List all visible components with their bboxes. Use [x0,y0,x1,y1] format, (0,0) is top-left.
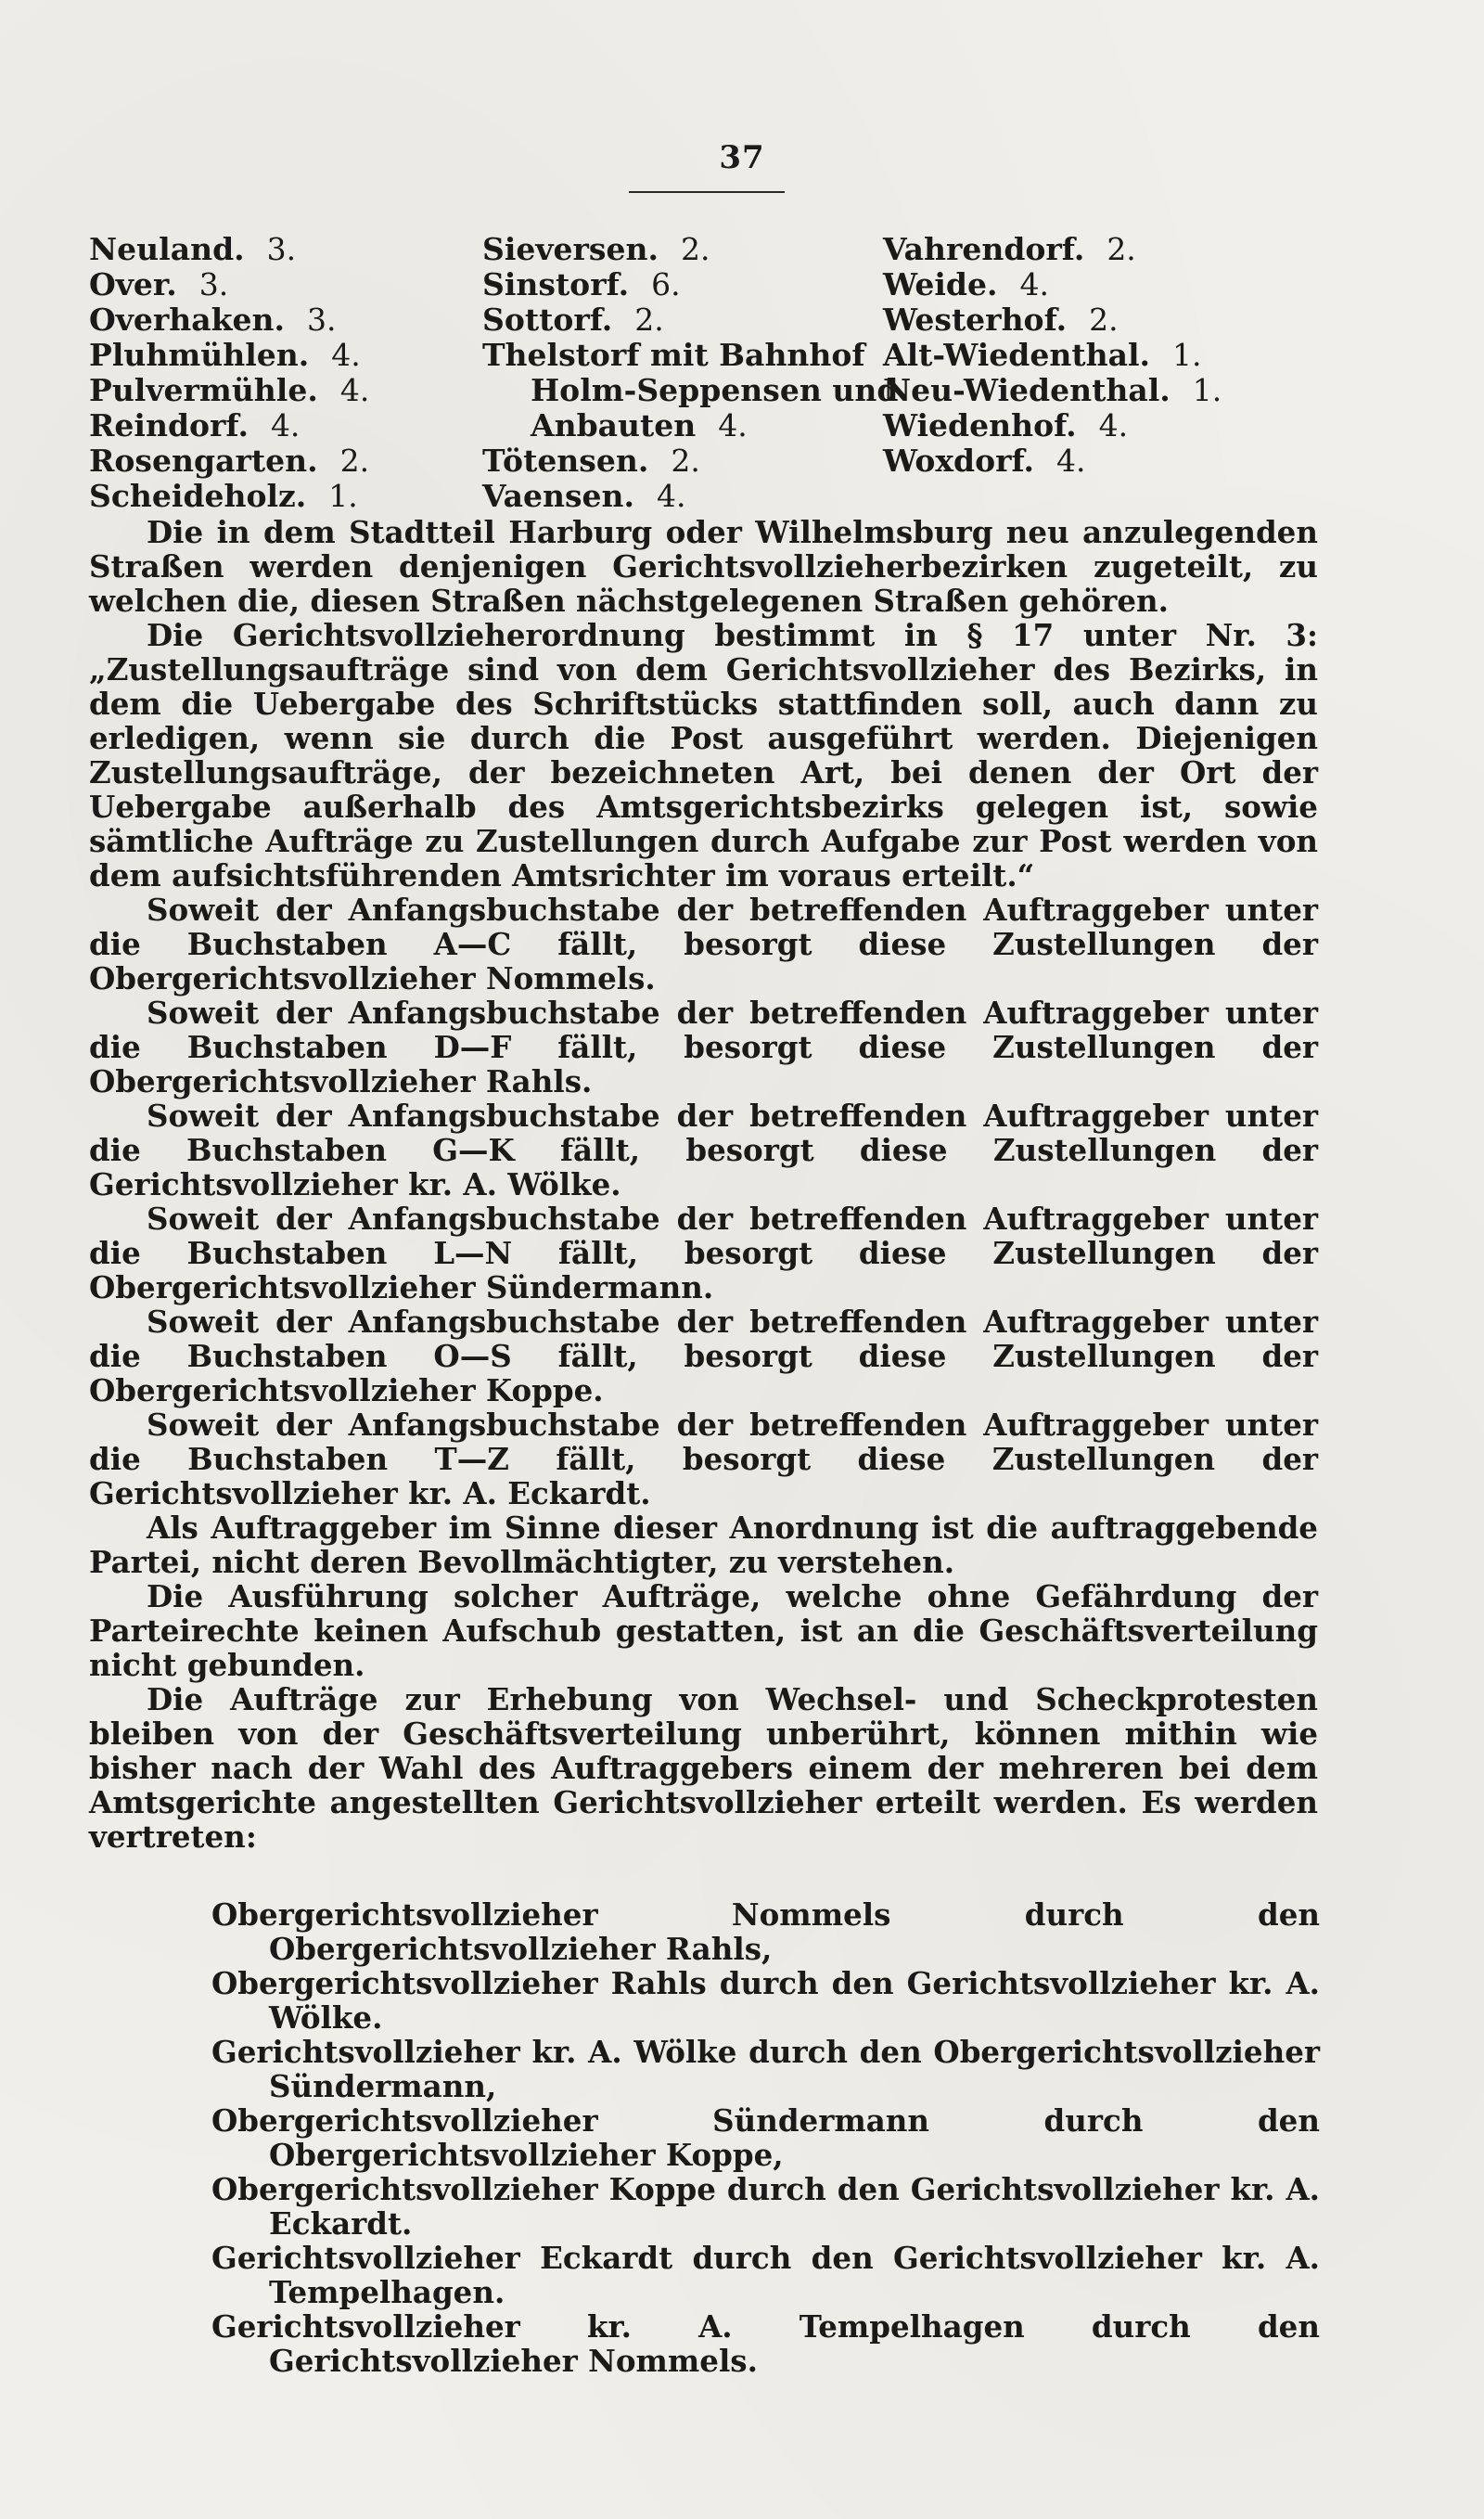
paragraph: Als Auftraggeber im Sinne dieser Anordnung ist die auftraggebende Partei, nicht deren Bevollmächtigter, zu verstehen. [89,1510,1318,1580]
place-column-3 [883,232,1310,479]
place-entry-continued [482,372,899,408]
place-entry [89,232,460,267]
place-name: Sottorf. [482,302,613,338]
place-name: Wiedenhof. [883,407,1077,443]
place-name: Sinstorf. [482,266,630,302]
paragraph: Soweit der Anfangsbuchstabe der betreffenden Auftraggeber unter die Buchstaben G—K fällt, besorgt diese Zustellungen der Gerichtsvollzieher kr. A. Wölke. [89,1098,1318,1202]
place-entry-continued [482,408,890,443]
representation-item: Gerichtsvollzieher Eckardt durch den Gerichtsvollzieher kr. A. Tempelhagen. [211,2240,1320,2310]
place-name: Pluhmühlen. [89,337,310,373]
place-entry [883,338,1310,373]
paragraph: Soweit der Anfangsbuchstabe der betreffenden Auftraggeber unter die Buchstaben L—N fällt, besorgt diese Zustellungen der Obergerichtsvollzieher Sündermann. [89,1201,1318,1305]
place-entry [89,408,460,443]
place-number: 2. [1089,302,1119,338]
place-entry [883,267,1310,302]
place-name: Pulvermühle. [89,372,318,408]
place-number: 4. [331,337,361,373]
place-index [0,231,1484,514]
place-entry [89,302,460,338]
place-number: 1. [1172,337,1202,373]
place-name: Neu-Wiedenthal. [883,372,1171,408]
representation-list [211,1897,1320,2378]
place-number: 2. [671,443,700,479]
representation-item: Gerichtsvollzieher kr. A. Tempelhagen durch den Gerichtsvollzieher Nommels. [211,2308,1320,2379]
place-number: 4. [1019,266,1049,302]
paragraph: Die Ausführung solcher Aufträge, welche ohne Gefährdung der Parteirechte keinen Aufschub gestatten, ist an die Geschäftsverteilung nicht gebunden. [89,1578,1318,1683]
place-name: Westerhof. [883,302,1068,338]
place-name: Holm-Seppensen und [531,372,899,408]
place-entry [482,232,890,267]
place-number: 2. [634,302,664,338]
place-name: Overhaken. [89,302,286,338]
place-name: Vaensen. [482,478,635,514]
place-number: 6. [651,266,681,302]
paragraph: Soweit der Anfangsbuchstabe der betreffenden Auftraggeber unter die Buchstaben T—Z fällt, besorgt diese Zustellungen der Gerichtsvollzieher kr. A. Eckardt. [89,1407,1318,1511]
place-name: Anbauten [531,407,697,443]
place-name: Scheideholz. [89,478,307,514]
place-number: 2. [339,443,370,479]
place-number: 1. [328,478,358,514]
place-number: 3. [198,266,229,302]
place-entry [482,302,890,338]
paragraph: Die Aufträge zur Erhebung von Wechsel- und Scheckprotesten bleiben von der Geschäftsverteilung unberührt, können mithin wie bisher nach der Wahl des Auftraggebers einem der mehreren bei dem Amtsgerichte angestellten Gerichtsvollzieher erteilt werden. Es werden vertreten: [89,1681,1318,1855]
place-number: 4. [1056,443,1086,479]
place-entry [89,443,460,479]
place-number: 4. [270,407,301,443]
place-entry [482,267,890,302]
place-name: Weide. [883,266,998,302]
place-entry [482,443,890,479]
place-name: Neuland. [89,231,245,267]
place-entry [89,338,460,373]
place-entry [482,479,890,514]
place-entry [883,408,1310,443]
place-name: Tötensen. [482,443,649,479]
place-number: 4. [1098,407,1129,443]
place-name: Alt-Wiedenthal. [883,337,1150,373]
place-name: Sieversen. [482,231,659,267]
representation-item: Obergerichtsvollzieher Koppe durch den Gerichtsvollzieher kr. A. Eckardt. [211,2171,1320,2242]
representation-item: Obergerichtsvollzieher Rahls durch den Gerichtsvollzieher kr. A. Wölke. [211,1965,1320,2036]
place-name: Reindorf. [89,407,249,443]
place-number: 2. [1107,231,1136,267]
place-number: 3. [266,231,297,267]
place-name: Woxdorf. [883,443,1035,479]
place-number: 4. [339,372,370,408]
place-number: 1. [1192,372,1222,408]
paragraph: Soweit der Anfangsbuchstabe der betreffenden Auftraggeber unter die Buchstaben A—C fällt, besorgt diese Zustellungen der Obergerichtsvollzieher Nommels. [89,892,1318,996]
place-name: Over. [89,266,177,302]
place-name: Vahrendorf. [883,231,1085,267]
place-number: 2. [680,231,710,267]
place-number: 4. [657,478,686,514]
paragraph: Soweit der Anfangsbuchstabe der betreffenden Auftraggeber unter die Buchstaben D—F fällt, besorgt diese Zustellungen der Obergerichtsvollzieher Rahls. [89,995,1318,1099]
place-entry [482,338,890,373]
place-entry [89,267,460,302]
representation-item: Gerichtsvollzieher kr. A. Wölke durch den Obergerichtsvollzieher Sündermann, [211,2034,1320,2104]
place-entry [883,373,1310,408]
body-text [89,515,1318,1854]
place-number: 3. [307,302,337,338]
representation-item: Obergerichtsvollzieher Sündermann durch den Obergerichtsvollzieher Koppe, [211,2102,1320,2173]
place-column-2 [482,231,899,514]
place-column-1 [89,232,460,514]
place-number: 4. [718,407,748,443]
paragraph: Die Gerichtsvollzieherordnung bestimmt in § 17 unter Nr. 3: „Zustellungsaufträge sind von dem Gerichtsvollzieher des Bezirks, in dem die Uebergabe des Schriftstücks stattfinden soll, auch dann zu erledigen, wenn sie durch die Post ausgeführt werden. Diejenigen Zustellungsaufträge, der bezeichneten Art, bei denen der Ort der Uebergabe außerhalb des Amtsgerichtsbezirks gelegen ist, sowie sämtliche Aufträge zu Zustellungen durch Aufgabe zur Post werden von dem aufsichtsführenden Amtsrichter im voraus erteilt.“ [89,617,1318,893]
representation-item: Obergerichtsvollzieher Nommels durch den Obergerichtsvollzieher Rahls, [211,1896,1320,1967]
place-name: Rosengarten. [89,443,318,479]
place-entry [883,443,1310,479]
header-rule [629,191,785,193]
page-number: 37 [719,139,765,176]
place-entry [89,373,460,408]
place-entry [89,479,460,514]
paragraph: Soweit der Anfangsbuchstabe der betreffenden Auftraggeber unter die Buchstaben O—S fällt, besorgt diese Zustellungen der Obergerichtsvollzieher Koppe. [89,1304,1318,1408]
paragraph: Die in dem Stadtteil Harburg oder Wilhelmsburg neu anzulegenden Straßen werden denjenigen Gerichtsvollzieherbezirken zugeteilt, zu welchen die, diesen Straßen nächstgelegenen Straßen gehören. [89,514,1318,619]
place-entry [883,302,1310,338]
place-entry [883,232,1310,267]
place-name: Thelstorf mit Bahnhof [482,337,865,373]
